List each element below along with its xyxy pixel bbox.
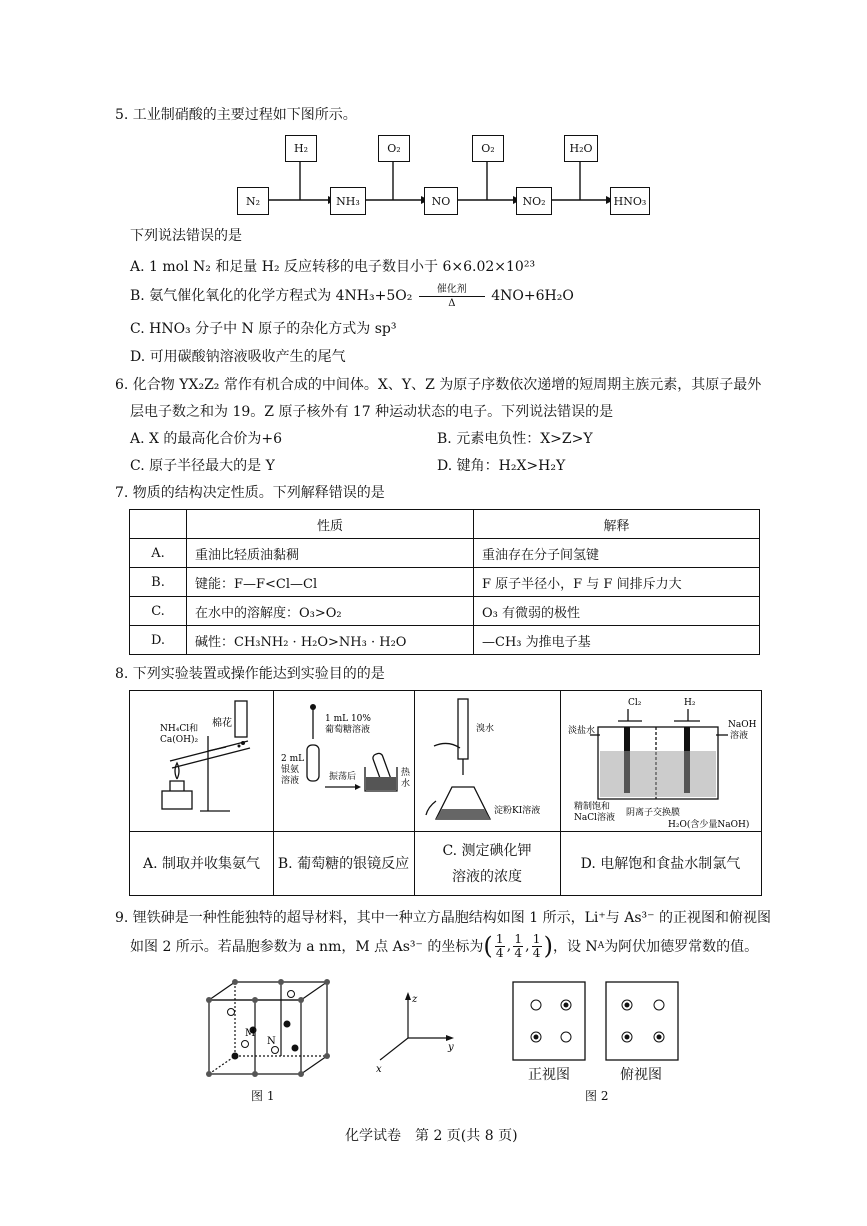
row-key: C. <box>130 597 187 626</box>
table-row <box>130 539 760 568</box>
q9-line2-text: 如图 2 所示。若晶胞参数为 a nm，M 点 As³⁻ 的坐标为 <box>130 939 484 955</box>
silver-ammonia-label: 银氨 <box>281 765 300 775</box>
caption-d: D. 电解饱和食盐水制氯气 <box>560 831 761 896</box>
axis-y: y <box>448 1042 454 1053</box>
frac-den: 4 <box>495 945 504 960</box>
nacl-solution-label: NaCl溶液 <box>574 813 616 823</box>
row-key: B. <box>130 568 187 597</box>
titration-illustration <box>414 691 560 831</box>
electrolysis-illustration <box>560 691 761 831</box>
ammonia-apparatus-illustration <box>130 691 273 831</box>
frac-num: 1 <box>514 931 522 946</box>
table-header-row <box>130 510 760 539</box>
solution-label: 溶液 <box>281 776 300 786</box>
starch-ki-label: 淀粉KI溶液 <box>494 806 541 816</box>
shake-label: 振荡后 <box>329 772 357 782</box>
q6-stem-line2: 层电子数之和为 19。Z 原子核外有 17 种运动状态的电子。下列说法错误的是 <box>130 404 614 420</box>
q6-option-c: C. 原子半径最大的是 Y <box>130 458 275 474</box>
q5-lead: 下列说法错误的是 <box>130 228 242 244</box>
q8-figure-grid <box>129 690 762 896</box>
q8-stem: 8. 下列实验装置或操作能达到实验目的的是 <box>115 666 385 682</box>
front-view-label: 正视图 <box>528 1067 570 1083</box>
row-property: 重油比轻质油黏稠 <box>187 539 474 568</box>
table-row <box>130 568 760 597</box>
caption-c <box>414 831 560 896</box>
row-property: 碱性：CH₃NH₂ · H₂O>NH₃ · H₂O <box>187 626 474 655</box>
heat-symbol: Δ <box>448 298 456 309</box>
q9-line2-end: 为阿伏加德罗常数的值。 <box>604 939 759 955</box>
q5-option-a: A. 1 mol N₂ 和足量 H₂ 反应转移的电子数目小于 6×6.02×10²³ <box>130 259 536 275</box>
q7-table <box>129 509 760 655</box>
membrane-label: 阴离子交换膜 <box>626 808 681 818</box>
figure-c <box>414 691 561 895</box>
caption-a: A. 制取并收集氨气 <box>130 831 273 896</box>
catalyst-label: 催化剂 <box>436 284 467 295</box>
row-key: A. <box>130 539 187 568</box>
bromine-water-label: 溴水 <box>476 724 495 734</box>
axis-z: z <box>412 994 418 1005</box>
row-property: 键能：F—F<Cl—Cl <box>187 568 474 597</box>
q5-b-post: 4NO+6H₂O <box>491 288 574 304</box>
q6-option-d: D. 键角：H₂X>H₂Y <box>437 458 566 474</box>
label-m: M <box>245 1028 256 1039</box>
q9-stem-line2: 如图 2 所示。若晶胞参数为 a nm，M 点 As³⁻ 的坐标为 ( 1 4 , 1 4 , 1 4 ) ，设 N A 为阿伏加德罗常数的值。 <box>130 931 759 960</box>
q6-option-b: B. 元素电负性：X>Z>Y <box>437 431 593 447</box>
water-label: 水 <box>401 779 411 789</box>
front-view-figure <box>512 981 586 1061</box>
glucose-solution-label: 葡萄糖溶液 <box>325 725 371 735</box>
q5-option-c: C. HNO₃ 分子中 N 原子的杂化方式为 sp³ <box>130 321 397 337</box>
caption-c-line2: 溶液的浓度 <box>452 869 522 885</box>
table-row <box>130 626 760 655</box>
top-view-label: 俯视图 <box>620 1067 662 1083</box>
flow-n2: N₂ <box>237 187 269 215</box>
glucose-volume-label: 1 mL 10% <box>325 714 371 724</box>
header-explanation: 解释 <box>474 510 760 539</box>
top-view-figure <box>605 981 679 1061</box>
frac-den: 4 <box>514 945 522 960</box>
flow-h2: H₂ <box>285 135 317 162</box>
coordinate-axes <box>370 988 460 1078</box>
silver-volume-label: 2 mL <box>281 754 305 764</box>
frac-den: 4 <box>532 945 541 960</box>
hydrogen-label: H₂ <box>684 698 696 708</box>
naoh-solution-label: 溶液 <box>730 731 749 741</box>
q5-b-pre: B. 氨气催化氧化的化学方程式为 4NH₃+5O₂ <box>130 288 413 304</box>
flow-hno3: HNO₃ <box>610 187 650 215</box>
q9-line2-post: ，设 N <box>552 939 598 955</box>
label-n: N <box>267 1036 276 1047</box>
figure-d <box>560 691 761 895</box>
page-footer: 化学试卷 第 2 页(共 8 页) <box>345 1128 518 1144</box>
table-row <box>130 597 760 626</box>
q5-option-b <box>130 284 574 309</box>
figure-1-label: 图 1 <box>251 1089 275 1103</box>
flow-o2-first: O₂ <box>378 135 410 162</box>
q9-stem-line1: 9. 锂铁砷是一种性能独特的超导材料，其中一种立方晶胞结构如图 1 所示，Li⁺与 As³⁻ 的正视图和俯视图 <box>115 910 771 926</box>
unit-cell-figure <box>195 978 335 1082</box>
row-property: 在水中的溶解度：O₃>O₂ <box>187 597 474 626</box>
flow-nh3: NH₃ <box>330 187 366 215</box>
row-explanation: —CH₃ 为推电子基 <box>474 626 760 655</box>
caption-b: B. 葡萄糖的银镜反应 <box>273 831 414 896</box>
row-key: D. <box>130 626 187 655</box>
flow-h2o: H₂O <box>564 135 598 162</box>
chlorine-label: Cl₂ <box>628 698 642 708</box>
row-explanation: O₃ 有微弱的极性 <box>474 597 760 626</box>
q6-option-a: A. X 的最高化合价为+6 <box>130 431 283 447</box>
frac-num: 1 <box>495 931 504 946</box>
q5-stem: 5. 工业制硝酸的主要过程如下图所示。 <box>115 107 357 123</box>
flow-no2: NO₂ <box>516 187 552 215</box>
row-explanation: F 原子半径小，F 与 F 间排斥力大 <box>474 568 760 597</box>
axis-x: x <box>376 1064 382 1075</box>
dilute-brine-label: 淡盐水 <box>568 726 596 736</box>
cotton-label: 棉花 <box>212 718 232 729</box>
figure-a <box>130 691 274 895</box>
na-subscript: A <box>597 941 605 951</box>
reagent-label-2: Ca(OH)₂ <box>160 735 199 745</box>
q5-option-d: D. 可用碳酸钠溶液吸收产生的尾气 <box>130 349 346 365</box>
flow-no: NO <box>424 187 458 215</box>
silver-mirror-illustration <box>273 691 414 831</box>
flow-o2-second: O₂ <box>472 135 504 162</box>
figure-b <box>273 691 415 895</box>
figure-2-label: 图 2 <box>585 1089 609 1103</box>
header-property: 性质 <box>187 510 474 539</box>
water-naoh-label: H₂O(含少量NaOH) <box>668 820 750 830</box>
q7-stem: 7. 物质的结构决定性质。下列解释错误的是 <box>115 485 385 501</box>
row-explanation: 重油存在分子间氢键 <box>474 539 760 568</box>
saturated-label: 精制饱和 <box>574 802 611 812</box>
hot-label: 热 <box>401 768 411 778</box>
caption-c-line1: C. 测定碘化钾 <box>442 843 532 859</box>
frac-num: 1 <box>532 931 541 946</box>
q6-stem-line1: 6. 化合物 YX₂Z₂ 常作有机合成的中间体。X、Y、Z 为原子序数依次递增的短周期主族元素，其原子最外 <box>115 377 762 393</box>
reagent-label-1: NH₄Cl和 <box>160 724 199 734</box>
naoh-label: NaOH <box>728 720 757 730</box>
